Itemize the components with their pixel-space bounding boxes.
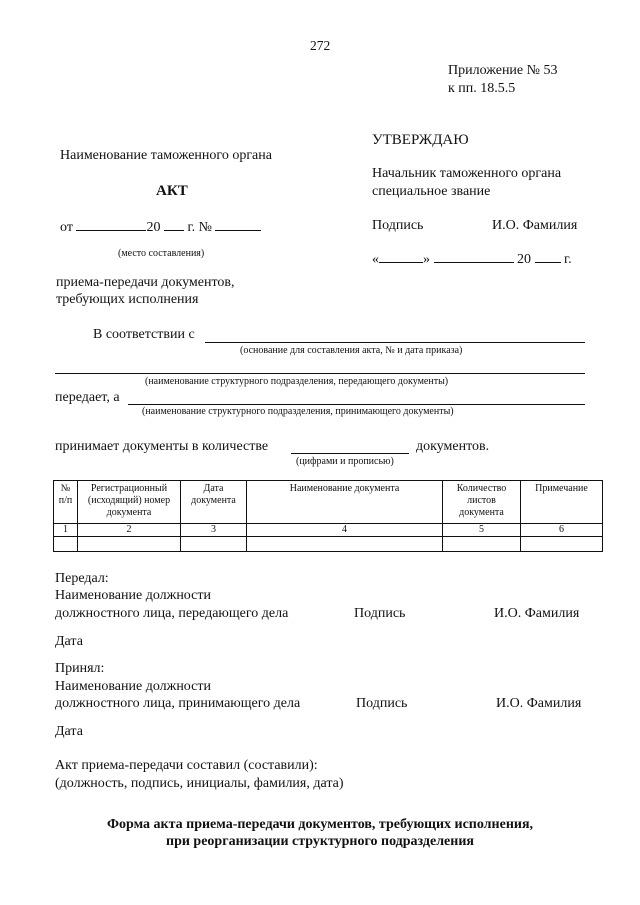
received-name-label: И.О. Фамилия (496, 696, 582, 711)
table-cell (78, 537, 181, 552)
received-signature-label: Подпись (356, 696, 408, 711)
accordance-label: В соответствии с (93, 327, 195, 342)
handed-position-line2: должностного лица, передающего дела (55, 606, 289, 621)
act-purpose-line1: приема-передачи документов, (56, 275, 235, 290)
approval-date-line (372, 250, 572, 268)
act-date-line (60, 218, 261, 236)
table-cell (54, 537, 78, 552)
col-number-1: 1 (54, 524, 78, 537)
handed-signature-label: Подпись (354, 606, 406, 621)
table-cell (443, 537, 521, 552)
col-header-name: Наименование документа (247, 481, 443, 524)
accordance-blank (205, 342, 585, 343)
received-label: Принял: (55, 661, 105, 676)
approval-heading: УТВЕРЖДАЮ (372, 132, 469, 148)
col-header-date: Дата документа (181, 481, 247, 524)
transfer-unit-blank (55, 373, 585, 374)
table-header-row (54, 481, 603, 524)
date-day-blank (379, 250, 423, 263)
table-cell (181, 537, 247, 552)
act-year-blank (164, 218, 184, 231)
col-header-sheets: Количество листов документа (443, 481, 521, 524)
approval-name-label: И.О. Фамилия (492, 218, 578, 233)
accordance-caption: (основание для составления акта, № и дата приказа) (240, 345, 463, 356)
act-from-label: от (60, 220, 73, 235)
transfer-unit-caption: (наименование структурного подразделения, передающего документы) (145, 376, 449, 387)
date-month-blank (434, 250, 514, 263)
date-year-blank (535, 250, 561, 263)
table-row (54, 537, 603, 552)
col-header-number: № п/п (54, 481, 78, 524)
act-title: АКТ (156, 183, 188, 199)
form-caption-line2: при реорганизации структурного подразделения (166, 834, 474, 849)
handed-date-label: Дата (55, 634, 83, 649)
approval-rank: специальное звание (372, 184, 491, 199)
col-number-2: 2 (78, 524, 181, 537)
document-count-blank (291, 453, 409, 454)
received-position-line2: должностного лица, принимающего дела (55, 696, 301, 711)
handed-name-label: И.О. Фамилия (494, 606, 580, 621)
act-number-blank (215, 218, 261, 231)
appendix-clause: к пп. 18.5.5 (448, 81, 516, 96)
documents-word: документов. (416, 439, 490, 454)
date-open-quote: « (372, 252, 379, 267)
col-number-6: 6 (521, 524, 603, 537)
form-caption-line1: Форма акта приема-передачи документов, требующих исполнения, (106, 817, 534, 832)
composed-by-line1: Акт приема-передачи составил (составили): (55, 758, 318, 773)
customs-org-name: Наименование таможенного органа (60, 148, 272, 163)
place-caption: (место составления) (118, 248, 205, 259)
col-number-5: 5 (443, 524, 521, 537)
col-header-reg-number: Регистрационный (исходящий) номер документа (78, 481, 181, 524)
act-year-prefix: 20 (146, 220, 161, 235)
received-date-label: Дата (55, 724, 83, 739)
table-cell (521, 537, 603, 552)
table-cell (247, 537, 443, 552)
col-number-4: 4 (247, 524, 443, 537)
approval-signature-label: Подпись (372, 218, 424, 233)
composed-by-line2: (должность, подпись, инициалы, фамилия, дата) (55, 776, 344, 791)
act-date-blank (76, 218, 146, 231)
act-purpose-line2: требующих исполнения (56, 292, 199, 307)
handed-label: Передал: (55, 571, 109, 586)
act-number-label: г. № (187, 220, 212, 235)
handed-position-line1: Наименование должности (55, 588, 211, 603)
page-number: 272 (310, 38, 331, 53)
accepts-label: принимает документы в количестве (55, 439, 269, 454)
received-position-line1: Наименование должности (55, 679, 211, 694)
col-header-note: Примечание (521, 481, 603, 524)
transfers-label: передает, а (55, 390, 120, 405)
date-close-quote: » (423, 252, 430, 267)
count-caption: (цифрами и прописью) (296, 456, 394, 467)
receive-unit-caption: (наименование структурного подразделения, принимающего документы) (142, 406, 454, 417)
receive-unit-blank (128, 404, 585, 405)
col-number-3: 3 (181, 524, 247, 537)
date-year-suffix: г. (564, 252, 572, 267)
date-year-prefix: 20 (517, 252, 531, 267)
table-numbering-row (54, 524, 603, 537)
approval-position: Начальник таможенного органа (372, 166, 562, 181)
appendix-number: Приложение № 53 (448, 63, 558, 78)
documents-table (53, 480, 603, 552)
